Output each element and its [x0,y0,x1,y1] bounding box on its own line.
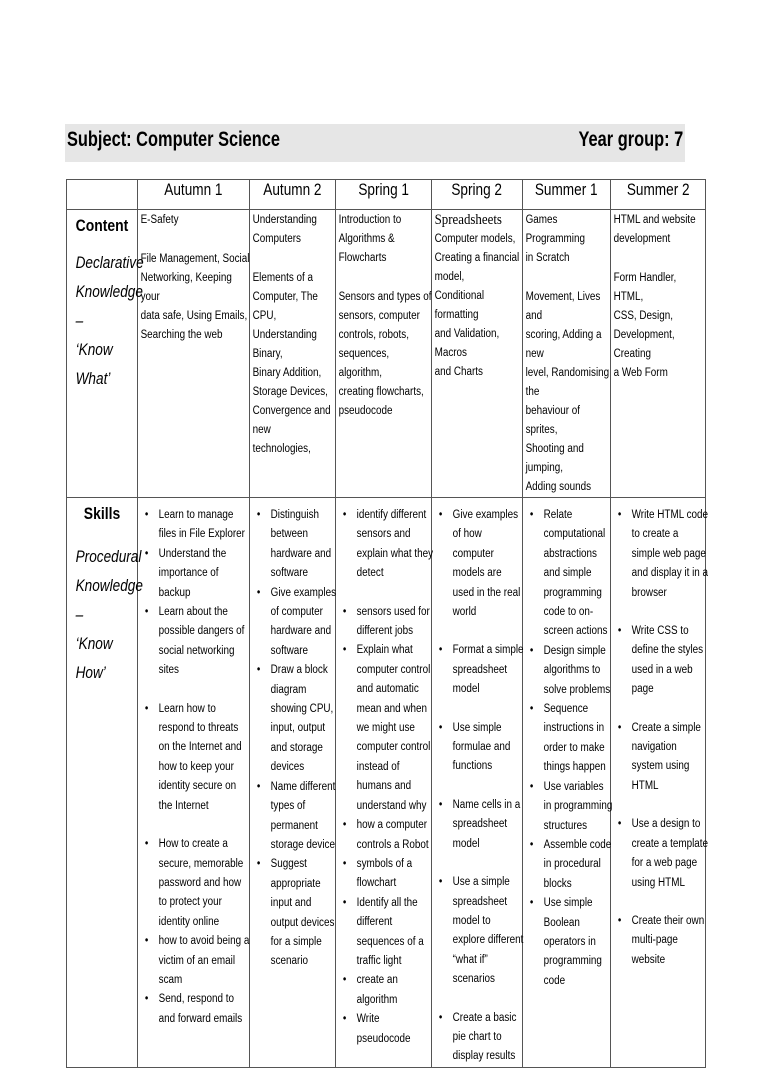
content-title: Content [75,216,129,235]
content-line [141,230,252,250]
skills-cell [138,498,250,1068]
content-line: sequences, algorithm, [338,348,390,379]
skill-item: • Create a basic pie chart to display results [437,1009,525,1067]
content-line: CSS, Design, [613,310,673,322]
content-line: Storage Devices, [252,386,328,398]
content-line: Binary Addition, [252,367,322,379]
content-line: Computers [252,233,301,245]
skill-item: • How to create a secure, memorable password and how to protect your identity online [143,835,252,932]
content-line: E-Safety [140,214,179,226]
content-cell [432,210,523,498]
content-subtitle: Declarative Knowledge – ‘Know What’ [75,253,144,388]
curriculum-table [66,179,709,1068]
content-row-header [67,210,144,498]
content-cell [523,210,611,498]
skills-row-header [67,498,143,1068]
content-line: Computer, The CPU, [252,291,318,322]
skill-item: • Identify all the different sequences of a traffic light [341,894,434,972]
content-line [614,249,708,269]
content-line: data safe, Using Emails, [140,310,248,322]
skills-cell [336,498,432,1068]
content-line: Understanding Binary, [252,329,317,360]
content-row [67,210,706,498]
skills-cell [611,498,709,1068]
skill-item: • Write pseudocode [341,1010,434,1049]
content-line: Spreadsheets [434,212,502,228]
column-header: Spring 1 [336,180,432,210]
column-header: Autumn 1 [138,180,250,210]
content-line: Conditional formatting [434,290,485,321]
content-line: technologies, [252,443,311,455]
skill-item: • how a computer controls a Robot [341,816,434,855]
content-line: and Validation, Macros [434,328,500,359]
skill-item: • Give examples of computer hardware and software [255,584,338,662]
skill-item: • Understand the importance of backup [143,545,252,603]
content-line: Games Programming [525,214,585,245]
column-header: Autumn 2 [250,180,336,210]
header-row [67,180,706,210]
skill-item: • Use variables in programming structures [528,778,613,836]
column-header: Spring 2 [432,180,523,210]
content-line: controls, robots, [338,329,409,341]
column-header: Summer 2 [611,180,706,210]
content-line: Adding sounds [525,481,592,493]
skill-item: • Use a simple spreadsheet model to explore different “what if” scenarios [437,873,525,989]
content-line: Searching the web [140,329,223,341]
skill-item: • Give examples of how computer models are used in the real world [437,506,525,622]
skill-item: • create an algorithm [341,971,434,1010]
content-line: model, [434,271,465,283]
content-line: pseudocode [338,405,393,417]
content-line: Networking, Keeping your [140,272,232,303]
skill-item: • Write CSS to define the styles used in a web page [616,622,708,700]
content-line: and Charts [434,366,483,378]
skill-item: • Assemble code in procedural blocks [528,836,613,894]
header-bar [65,124,685,162]
skill-item: • Create their own multi-page website [616,912,708,970]
content-line: Development, Creating [613,329,675,360]
content-line: sensors, computer [338,310,420,322]
skill-item: • how to avoid being a victim of an email scam [143,932,252,990]
content-line: Computer models, [434,233,516,245]
subject-title: Subject: Computer Science [67,128,280,151]
content-line [253,249,338,269]
skill-item: • Send, respond to and forward emails [143,990,252,1029]
skills-row [67,498,706,1068]
skill-item: • Format a simple spreadsheet model [437,641,525,699]
content-line: Understanding [252,214,317,226]
content-line: Algorithms & Flowcharts [338,233,395,264]
content-line: Form Handler, HTML, [613,272,677,303]
content-line [526,268,613,288]
content-line: a Web Form [613,367,668,379]
content-line: in Scratch [525,252,570,264]
skill-item: • Learn about the possible dangers of social networking sites [143,603,252,681]
skills-cell [523,498,611,1068]
skill-item: • Distinguish between hardware and software [255,506,338,584]
skill-item: • Create a simple navigation system using HTML [616,719,708,797]
content-line: scoring, Adding a new [525,329,602,360]
content-line: behaviour of sprites, [525,405,581,436]
content-line: Elements of a [252,272,314,284]
content-line: Introduction to [338,214,402,226]
skill-item: • Name cells in a spreadsheet model [437,796,525,854]
skill-item: • Explain what computer control and automatic mean and when we might use computer control instead of humans and understand why [341,641,434,816]
skill-item: • identify different sensors and explain what they detect [341,506,434,584]
skills-cell [250,498,336,1068]
skill-item: • Suggest appropriate input and output devices for a simple scenario [255,855,338,971]
skill-item: • Sequence instructions in order to make things happen [528,700,613,778]
year-group: Year group: 7 [578,128,683,151]
skill-item: • Use a design to create a template for a web page using HTML [616,815,708,893]
skills-subtitle: Procedural Knowledge – ‘Know How’ [75,547,143,682]
content-line: HTML and website [613,214,696,226]
content-line: development [613,233,671,245]
content-line [339,268,434,288]
column-header: Summer 1 [523,180,611,210]
skill-item: • Use simple Boolean operators in programming code [528,894,613,991]
corner-cell [67,180,138,210]
content-line: Creating a financial [434,252,520,264]
content-cell [138,210,250,498]
skill-item: • Name different types of permanent storage device [255,778,338,856]
skill-item: • sensors used for different jobs [341,603,434,642]
content-line: File Management, Social [140,253,250,265]
content-line: level, Randomising the [525,367,610,398]
content-line: Movement, Lives and [525,291,601,322]
skill-item: • Learn to manage files in File Explorer [143,506,252,545]
skill-item: • Learn how to respond to threats on the Internet and how to keep your identity secure on the Internet [143,700,252,816]
skills-cell [432,498,523,1068]
skills-title: Skills [83,504,121,523]
skill-item: • Draw a block diagram showing CPU, input, output and storage devices [255,661,338,777]
skill-item: • Design simple algorithms to solve problems [528,642,613,700]
content-cell [336,210,432,498]
skill-item: • Write HTML code to create a simple web page and display it in a browser [616,506,708,603]
content-cell [250,210,336,498]
skill-item: • Relate computational abstractions and simple programming code to on-screen actions [528,506,613,642]
skill-item: • symbols of a flowchart [341,855,434,894]
content-line: Convergence and new [252,405,331,436]
content-cell [611,210,706,498]
content-line: creating flowcharts, [338,386,424,398]
content-line: Sensors and types of [338,291,432,303]
content-line: Shooting and jumping, [525,443,584,474]
skill-item: • Use simple formulae and functions [437,719,525,777]
